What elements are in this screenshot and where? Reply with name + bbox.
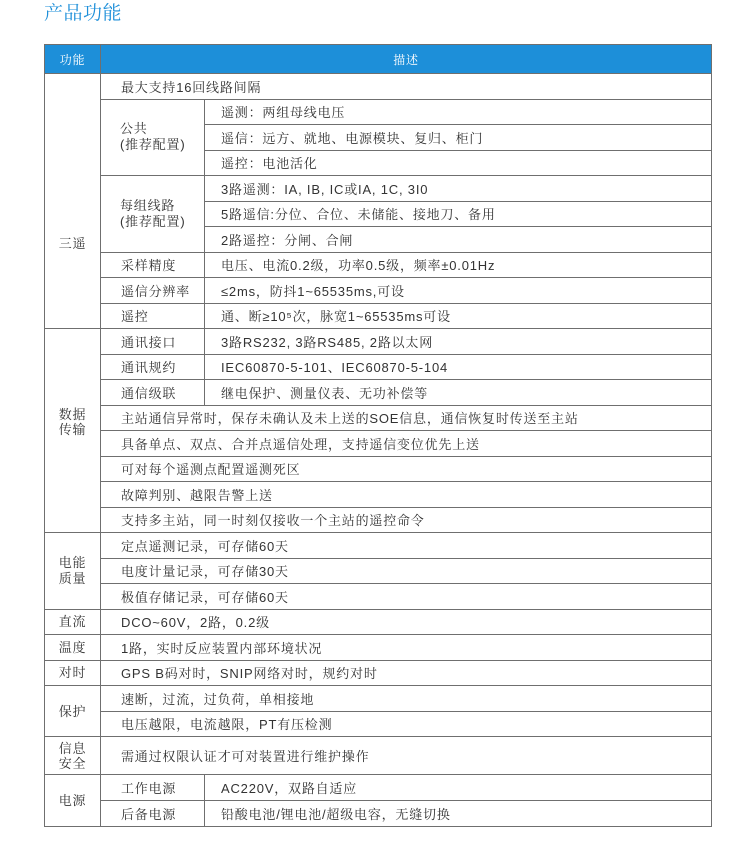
group-label-dc: 直流 [45, 609, 101, 635]
table-row [45, 737, 712, 775]
common-telemetry-desc: 遥测：两组母线电压 [205, 99, 712, 125]
group-label-temperature: 温度 [45, 635, 101, 661]
group-label-time-sync: 对时 [45, 660, 101, 686]
per-line-telesignal-desc: 5路遥信:分位、合位、未储能、接地刀、备用 [205, 201, 712, 227]
group-label-text: 三遥 [58, 235, 87, 251]
time-sync-desc: GPS B码对时，SNIP网络对时，规约对时 [101, 660, 712, 686]
table-row [45, 329, 712, 355]
temperature-desc: 1路，实时反应装置内部环境状况 [101, 635, 712, 661]
product-function-table [44, 44, 712, 827]
table-row [45, 801, 712, 827]
dc-desc: DCO~60V，2路，0.2级 [101, 609, 712, 635]
table-row [45, 558, 712, 584]
spec-value-sampling: 电压、电流0.2级，功率0.5级，频率±0.01Hz [205, 252, 712, 278]
table-row [45, 380, 712, 406]
spec-value-main-power: AC220V，双路自适应 [205, 775, 712, 801]
data-transfer-note: 支持多主站，同一时刻仅接收一个主站的遥控命令 [101, 507, 712, 533]
table-row [45, 303, 712, 329]
spec-name-cascade: 通信级联 [101, 380, 205, 406]
spec-name-protocol: 通讯规约 [101, 354, 205, 380]
group-label-info-security [45, 737, 101, 775]
spec-name-interface: 通讯接口 [101, 329, 205, 355]
spec-value-remote-control: 通、断≥10⁵次，脉宽1~65535ms可设 [205, 303, 712, 329]
header-description: 描述 [101, 45, 712, 74]
table-row [45, 609, 712, 635]
sub-label-common [101, 99, 205, 176]
table-row [45, 74, 712, 100]
table-row [45, 711, 712, 737]
table-row [45, 354, 712, 380]
table-row [45, 252, 712, 278]
table-header-row [45, 45, 712, 74]
data-transfer-note: 主站通信异常时，保存未确认及未上送的SOE信息，通信恢复时传送至主站 [101, 405, 712, 431]
table-row [45, 482, 712, 508]
group-label-power-supply: 电源 [45, 775, 101, 827]
group-label-line2: 传输 [58, 422, 87, 437]
spec-name-main-power: 工作电源 [101, 775, 205, 801]
group-label-power-quality [45, 533, 101, 610]
power-quality-note: 电度计量记录，可存储30天 [101, 558, 712, 584]
spec-value-resolution: ≤2ms，防抖1~65535ms,可设 [205, 278, 712, 304]
info-security-desc: 需通过权限认证才可对装置进行维护操作 [101, 737, 712, 775]
sub-label-per-line [101, 176, 205, 253]
power-quality-note: 极值存储记录，可存储60天 [101, 584, 712, 610]
spec-name-backup-power: 后备电源 [101, 801, 205, 827]
table-row [45, 176, 712, 202]
group-label-line2: 质量 [58, 570, 87, 586]
common-telesignal-desc: 遥信：远方、就地、电源模块、复归、柜门 [205, 125, 712, 151]
table-row [45, 278, 712, 304]
table-row [45, 584, 712, 610]
sub-label-line2: (推荐配置) [120, 137, 186, 153]
group-label-line1: 信息 [58, 740, 87, 756]
page-title: 产品功能 [44, 3, 123, 24]
data-transfer-note: 具备单点、双点、合并点遥信处理，支持遥信变位优先上送 [101, 431, 712, 457]
table-row [45, 635, 712, 661]
max-lines-desc: 最大支持16回线路间隔 [101, 74, 712, 100]
table-row [45, 660, 712, 686]
group-label-protection: 保护 [45, 686, 101, 737]
table-row [45, 775, 712, 801]
spec-name-resolution: 遥信分辨率 [101, 278, 205, 304]
sub-label-line1: 公共 [120, 121, 148, 137]
table-row [45, 686, 712, 712]
per-line-telemetry-desc: 3路遥测：IA, IB, IC或IA, 1C, 3I0 [205, 176, 712, 202]
spec-name-remote-control: 遥控 [101, 303, 205, 329]
table-row [45, 431, 712, 457]
table-row [45, 99, 712, 125]
data-transfer-note: 可对每个遥测点配置遥测死区 [101, 456, 712, 482]
spec-value-backup-power: 铅酸电池/锂电池/超级电容，无缝切换 [205, 801, 712, 827]
sub-label-line2: (推荐配置) [120, 213, 186, 229]
table-row [45, 405, 712, 431]
table-row [45, 507, 712, 533]
protection-note: 电压越限，电流越限，PT有压检测 [101, 711, 712, 737]
table-row [45, 456, 712, 482]
per-line-telecontrol-desc: 2路遥控：分闸、合闸 [205, 227, 712, 253]
spec-value-protocol: IEC60870-5-101、IEC60870-5-104 [205, 354, 712, 380]
data-transfer-note: 故障判别、越限告警上送 [101, 482, 712, 508]
group-label-data-transfer [45, 329, 101, 533]
header-function: 功能 [45, 45, 101, 74]
table-row [45, 533, 712, 559]
protection-note: 速断，过流，过负荷，单相接地 [101, 686, 712, 712]
spec-value-interface: 3路RS232, 3路RS485, 2路以太网 [205, 329, 712, 355]
group-label-line1: 电能 [58, 554, 87, 570]
group-label-line1: 数据 [58, 407, 87, 422]
sub-label-line1: 每组线路 [120, 197, 176, 213]
spec-name-sampling: 采样精度 [101, 252, 205, 278]
group-label-three-remote [45, 74, 101, 329]
power-quality-note: 定点遥测记录，可存储60天 [101, 533, 712, 559]
group-label-line2: 安全 [58, 755, 87, 771]
common-telecontrol-desc: 遥控：电池活化 [205, 150, 712, 176]
spec-value-cascade: 继电保护、测量仪表、无功补偿等 [205, 380, 712, 406]
